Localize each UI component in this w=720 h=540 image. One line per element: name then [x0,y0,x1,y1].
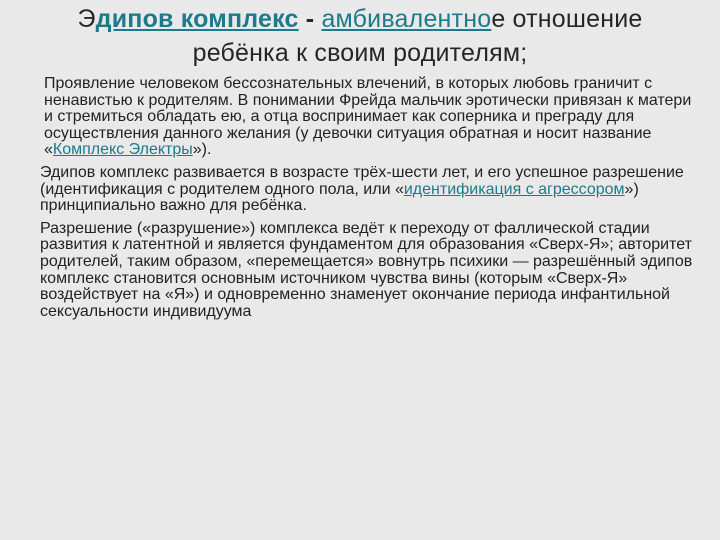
paragraph-resolution [40,221,700,321]
slide-body [40,76,700,326]
paragraph-definition [40,76,700,159]
title-rest-line1: е отношение [491,5,643,33]
ambivalent-link[interactable]: амбивалентно [321,5,492,33]
paragraph-definition-text: Проявление человеком бессознательных влечений, в которых любовь граничит с ненавистью к родителям. В понимании Фрейда мальчик эротически привязан к матери и стремиться обладать ею, а отца воспринимает как соперника и преграду для осуществления данного желания (у девочки ситуация обратная и носит название « [44,75,692,159]
electra-complex-link[interactable]: Комплекс Электры [52,141,193,159]
paragraph-development-end: ») принципиально важно для ребёнка. [40,180,639,215]
title-line2: ребёнка к своим родителям; [192,39,528,67]
paragraph-definition-end: »). [192,141,212,159]
paragraph-resolution-text: Разрешение («разрушение») комплекса ведёт к переходу от фаллической стадии развития к латентной и является фундаментом для образования «Сверх-Я»; авторитет родителей, таким образом, «перемещается» вовнутрь психики — разрешённый эдипов комплекс становится основным источником чувства вины (которым «Сверх-Я» воздействует на «Я») и одновременно знаменует окончание периода инфантильной сексуальности индивидуума [40,219,693,320]
paragraph-development-text: Эдипов комплекс развивается в возрасте трёх-шести лет, и его успешное разрешение (идентификация с родителем одного пола, или « [40,163,684,198]
slide-title [20,2,700,70]
paragraph-development [40,165,700,215]
identification-with-aggressor-link[interactable]: идентификация с агрессором [403,180,625,198]
title-first-letter: Э [77,5,96,33]
oedipus-complex-link[interactable]: дипов комплекс [95,5,299,33]
title-dash: - [298,5,322,33]
